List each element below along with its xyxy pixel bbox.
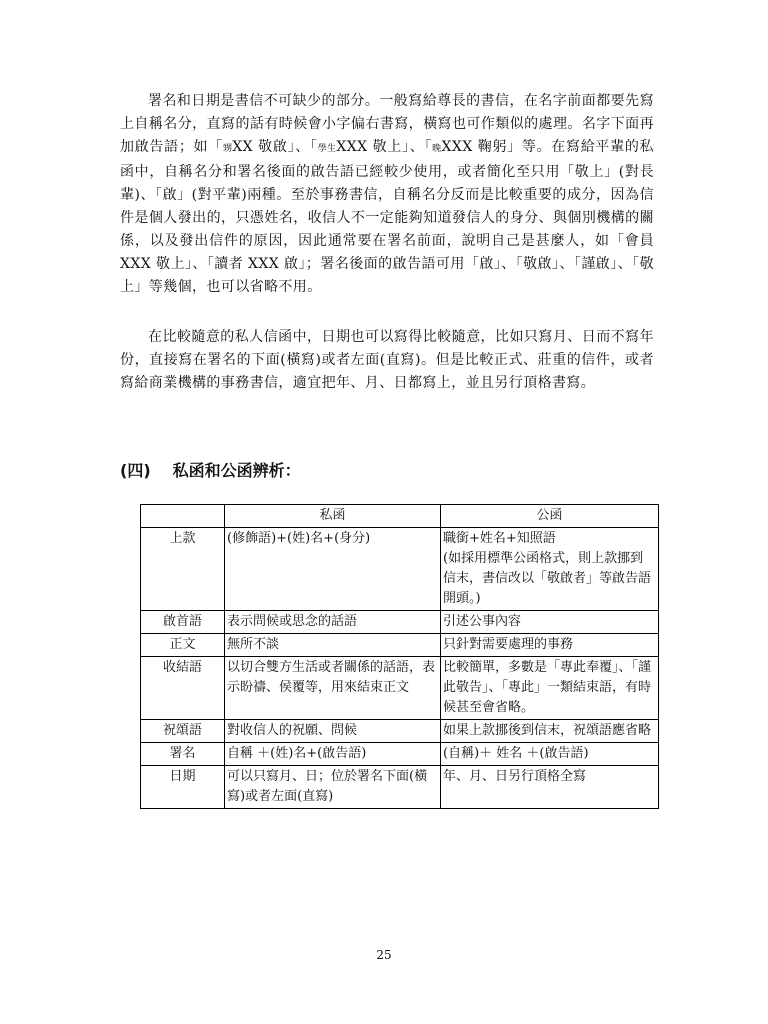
cell-private: 以切合雙方生活或者關係的話語，表示盼禱、侯覆等，用來結束正文 [225,657,441,720]
small-title-text: 學生 [317,144,337,154]
table-row [141,766,659,809]
cell-private: 無所不談 [225,634,441,657]
cell-private: 可以只寫月、日；位於署名下面(橫寫)或者左面(直寫) [225,766,441,809]
paragraph-date-format: 在比較隨意的私人信函中，日期也可以寫得比較隨意，比如只寫月、日而不寫年份，直接寫在署名的下面(橫寫)或者左面(直寫)。但是比較正式、莊重的信件，或者寫給商業機構的事務書信，適宜把年、月、日都寫上，並且另行頂格書寫。 [120,329,654,391]
cell-private: 自稱 ＋(姓)名+(啟告語) [225,743,441,766]
table-header-row [141,505,659,528]
header-official-letter: 公函 [441,505,659,528]
header-private-letter: 私函 [225,505,441,528]
row-label: 署名 [141,743,225,766]
text-run: XXX 敬上」、「 [336,139,433,155]
cell-official: 年、月、日另行頂格全寫 [441,766,659,809]
row-label: 收結語 [141,657,225,720]
row-label: 祝頌語 [141,720,225,743]
paragraph-signature-date [120,90,654,299]
cell-official: 職銜+姓名+知照語 (如採用標準公函格式，則上款挪到信末，書信改以「敬啟者」等啟告語開頭。) [441,528,659,611]
table-row [141,528,659,611]
table-row [141,634,659,657]
table-body [141,528,659,809]
text-run: XXX 鞠躬」等。在寫給平輩的私函中，自稱名分和署名後面的啟告語已經較少使用，或者簡化至只用「敬上」(對長輩)、「啟」(對平輩)兩種。至於事務書信，自稱名分反而是比較重要的成分，因為信件是個人發出的，只憑姓名，收信人不一定能夠知道發信人的身分、與個別機構的關係，以及發出信件的原因，因此通常要在署名前面，說明自己是甚麼人，如「會員 XXX 敬上」、「讀者 XXX 啟」；署名後面的啟告語可用「啟」、「敬啟」、「謹啟」、「敬上」等幾個，也可以省略不用。 [120,139,654,295]
cell-official: 如果上款挪後到信末，祝頌語應省略 [441,720,659,743]
text-run: 署名和日期是書信不可缺少的部分。一般寫給尊長的書信，在名字前面都要先寫上自稱名分，直寫的話有時候會小字偏右書寫，橫寫也可作類似的處理。名字下面再加啟告語；如「 [120,93,654,155]
cell-official: 比較簡單，多數是「專此奉覆」、「謹此敬告」、「專此」一類結束語，有時候甚至會省略。 [441,657,659,720]
table-row [141,657,659,720]
section-title: 私函和公函辨析： [172,461,301,480]
cell-official: (自稱)＋ 姓名 ＋(啟告語) [441,743,659,766]
section-heading [120,458,301,481]
table-row [141,743,659,766]
small-title-text: 甥 [222,144,233,154]
cell-official: 引述公事內容 [441,611,659,634]
row-label: 日期 [141,766,225,809]
row-label: 啟首語 [141,611,225,634]
section-number: (四) [120,461,151,480]
cell-official: 只針對需要處理的事務 [441,634,659,657]
row-label: 上款 [141,528,225,611]
cell-private: (修飾語)+(姓)名+(身分) [225,528,441,611]
comparison-table [140,504,659,809]
cell-private: 對收信人的祝願、問候 [225,720,441,743]
header-blank [141,505,225,528]
text-run: XX 敬啟」、「 [232,139,318,155]
table-row [141,720,659,743]
table-row [141,611,659,634]
page-number: 25 [376,948,392,962]
row-label: 正文 [141,634,225,657]
small-title-text: 晚 [432,144,442,154]
cell-private: 表示問候或思念的話語 [225,611,441,634]
